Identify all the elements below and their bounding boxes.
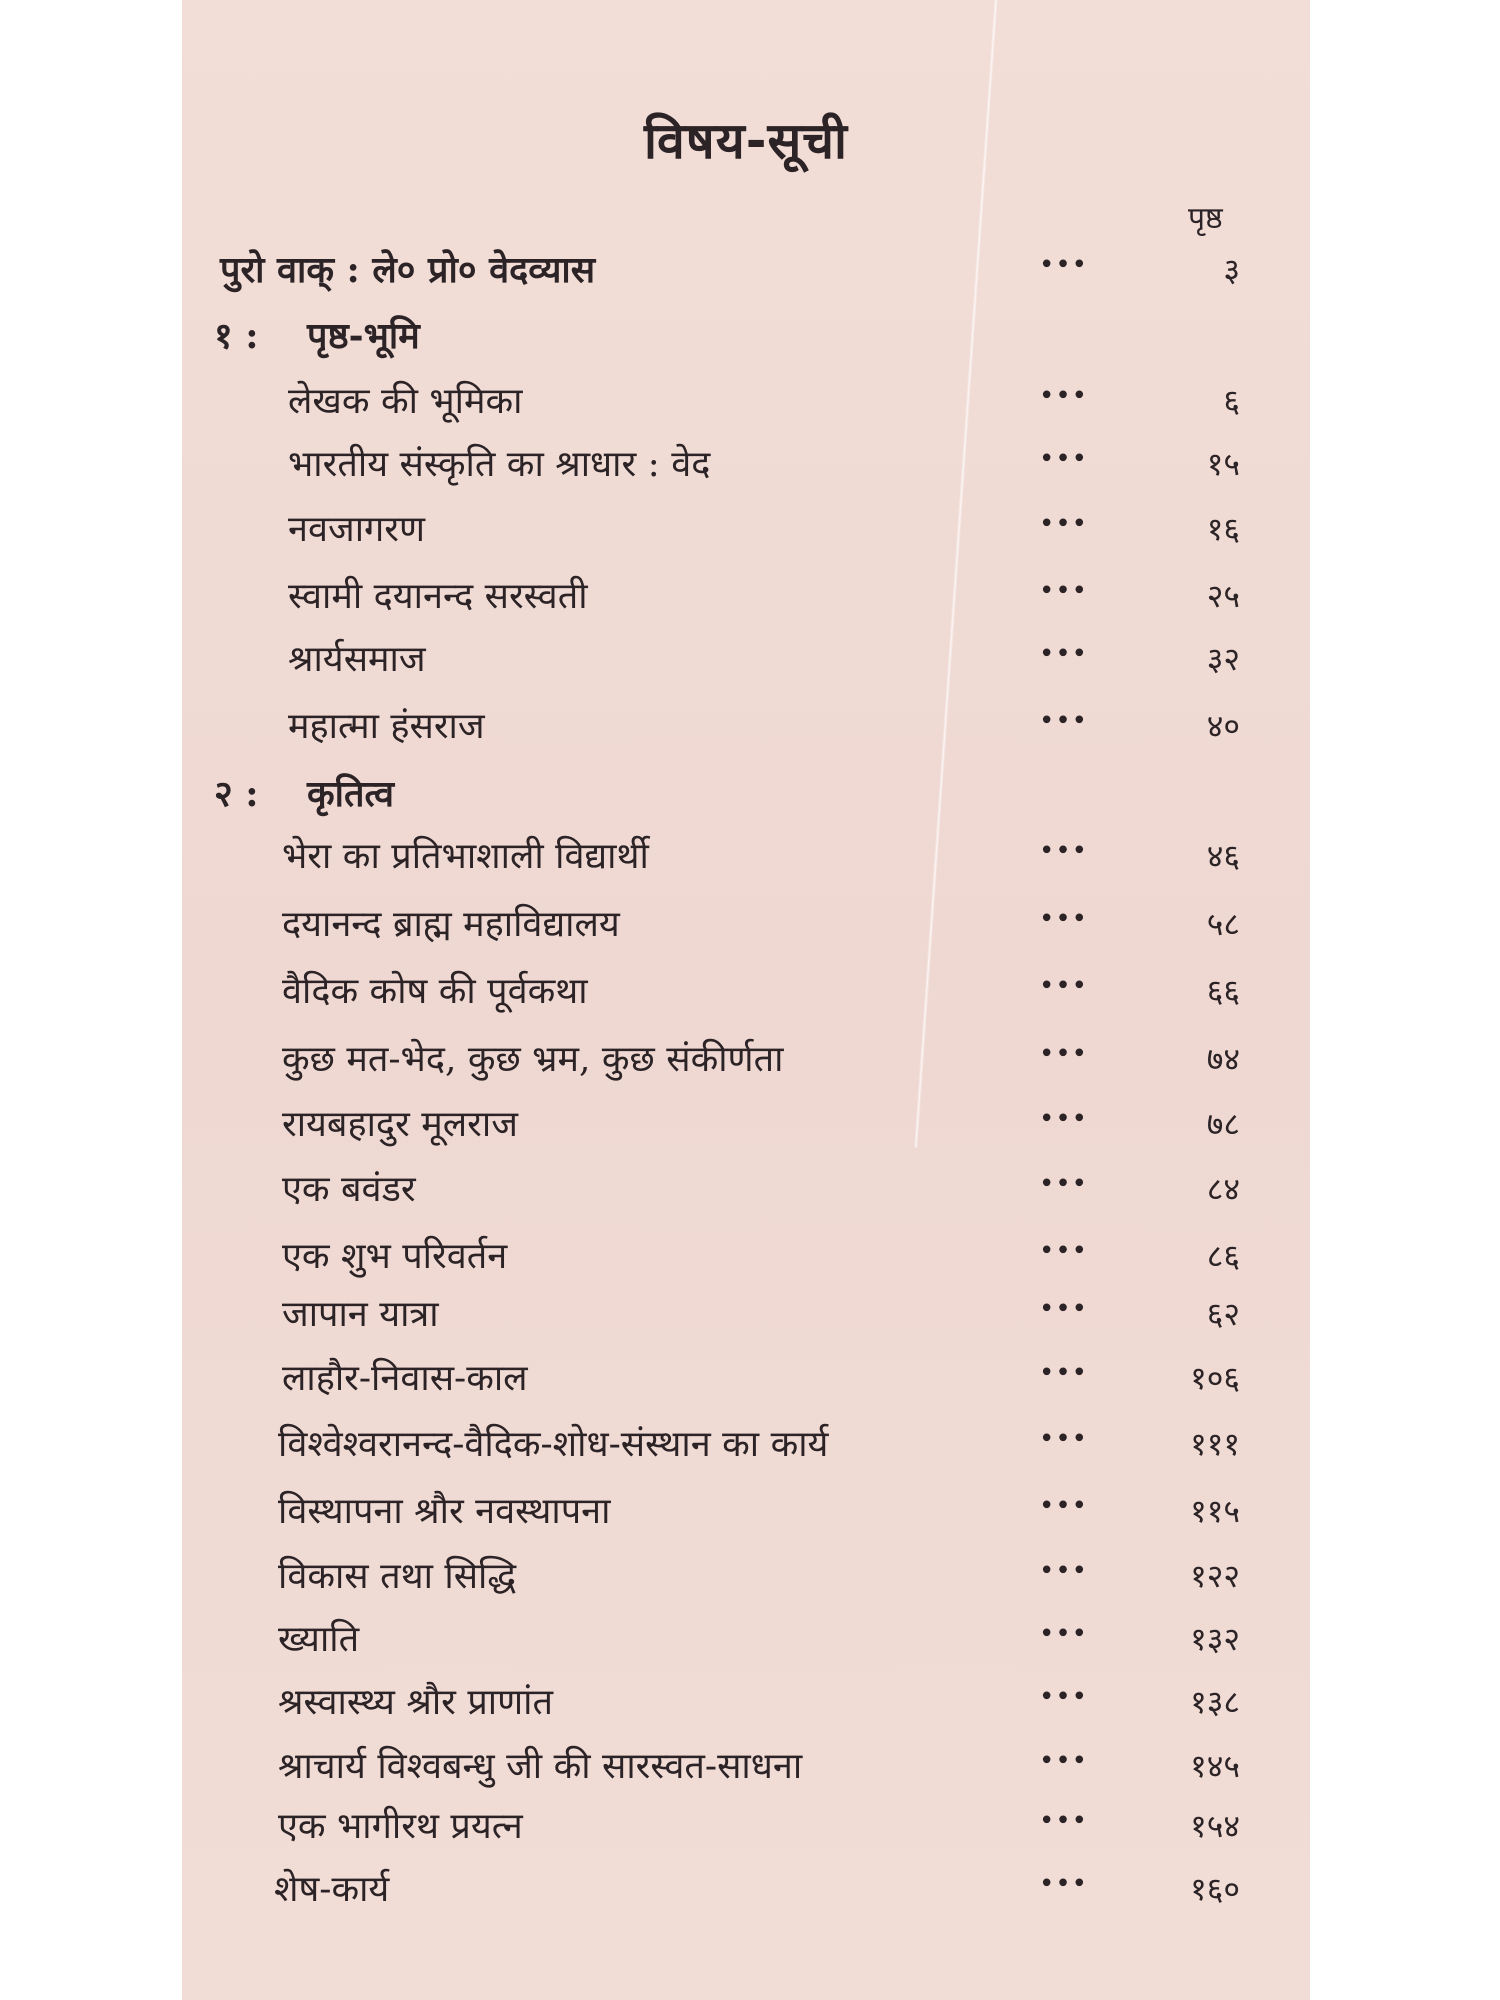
- toc-page-number: ६: [1223, 382, 1240, 420]
- toc-page-number: १६०: [1190, 1870, 1240, 1908]
- toc-page-number: ३: [1223, 251, 1240, 289]
- leader-dots: •••: [1039, 509, 1089, 539]
- toc-entry-label: शेष-कार्य: [274, 1869, 390, 1910]
- toc-entry-label: श्रस्वास्थ्य श्रौर प्राणांत: [278, 1682, 553, 1723]
- toc-entry-label: नवजागरण: [288, 509, 426, 550]
- toc-entry-label: एक शुभ परिवर्तन: [282, 1236, 508, 1277]
- leader-dots: •••: [1039, 1746, 1089, 1776]
- toc-entry-label: एक भागीरथ प्रयत्न: [278, 1806, 523, 1847]
- toc-entry-label: रायबहादुर मूलराज: [282, 1104, 518, 1145]
- leader-dots: •••: [1039, 1236, 1089, 1266]
- leader-dots: •••: [1039, 576, 1089, 606]
- toc-page-number: ६२: [1206, 1295, 1240, 1333]
- section-title: कृतित्व: [307, 773, 395, 815]
- leader-dots: •••: [1039, 1682, 1089, 1712]
- toc-entry[interactable]: [182, 1613, 1310, 1673]
- section-number: २ :: [214, 773, 259, 815]
- leader-dots: •••: [1039, 1869, 1089, 1899]
- toc-page-number: १२२: [1190, 1557, 1240, 1595]
- section-number: १ :: [214, 315, 259, 357]
- toc-entry[interactable]: [182, 1485, 1310, 1545]
- toc-page-number: ८४: [1206, 1170, 1240, 1208]
- toc-entry-label: महात्मा हंसराज: [288, 706, 485, 747]
- toc-page-number: ११५: [1190, 1492, 1240, 1530]
- toc-page-number: ८६: [1206, 1237, 1240, 1275]
- leader-dots: •••: [1039, 639, 1089, 669]
- toc-entry[interactable]: [182, 1800, 1310, 1860]
- toc-page-number: ७८: [1206, 1105, 1240, 1143]
- leader-dots: •••: [1039, 1104, 1089, 1134]
- toc-entry[interactable]: [182, 1288, 1310, 1348]
- leader-dots: •••: [1039, 250, 1089, 280]
- toc-entry-label: वैदिक कोष की पूर्वकथा: [282, 971, 588, 1012]
- toc-entry-label: श्रार्यसमाज: [288, 639, 426, 680]
- toc-entry-label: जापान यात्रा: [282, 1294, 439, 1335]
- leader-dots: •••: [1039, 1169, 1089, 1199]
- toc-entry[interactable]: [182, 570, 1310, 630]
- toc-entry[interactable]: [182, 1352, 1310, 1412]
- toc-entry-label: एक बवंडर: [282, 1169, 416, 1210]
- leader-dots: •••: [1039, 1424, 1089, 1454]
- leader-dots: •••: [1039, 836, 1089, 866]
- section-heading-2: [182, 768, 1310, 828]
- toc-entry[interactable]: [182, 1550, 1310, 1610]
- toc-entry[interactable]: [182, 1033, 1310, 1093]
- toc-entry[interactable]: [182, 1230, 1310, 1290]
- toc-entry-label: लाहौर-निवास-काल: [282, 1358, 528, 1399]
- toc-entry-label: ख्याति: [278, 1619, 360, 1660]
- section-title: पृष्ठ-भूमि: [307, 315, 420, 357]
- toc-entry[interactable]: [182, 375, 1310, 435]
- toc-entry[interactable]: [182, 1863, 1310, 1923]
- leader-dots: •••: [1039, 1294, 1089, 1324]
- toc-entry[interactable]: [182, 965, 1310, 1025]
- leader-dots: •••: [1039, 1556, 1089, 1586]
- toc-page-number: ६६: [1206, 972, 1240, 1010]
- toc-entry-label: भारतीय संस्कृति का श्राधार : वेद: [288, 444, 711, 485]
- leader-dots: •••: [1039, 1806, 1089, 1836]
- toc-page-number: ५८: [1206, 905, 1240, 943]
- toc-entry-label: कुछ मत-भेद, कुछ भ्रम, कुछ संकीर्णता: [282, 1039, 784, 1080]
- toc-entry-label: पुरो वाक् : ले० प्रो० वेदव्यास: [220, 249, 596, 291]
- toc-page-number: १४५: [1190, 1747, 1240, 1785]
- book-page: [182, 0, 1310, 2000]
- page-column-header: पृष्ठ: [1188, 201, 1223, 236]
- toc-page-number: ४०: [1206, 707, 1240, 745]
- toc-entry-preface[interactable]: [182, 244, 1310, 304]
- toc-entry[interactable]: [182, 700, 1310, 760]
- toc-entry-label: विस्थापना श्रौर नवस्थापना: [278, 1491, 611, 1532]
- leader-dots: •••: [1039, 444, 1089, 474]
- toc-entry[interactable]: [182, 633, 1310, 693]
- toc-page-number: १३८: [1190, 1683, 1240, 1721]
- toc-entry[interactable]: [182, 898, 1310, 958]
- toc-page-number: ४६: [1206, 837, 1240, 875]
- toc-entry[interactable]: [182, 1098, 1310, 1158]
- toc-entry-label: विश्वेश्वरानन्द-वैदिक-शोध-संस्थान का कार्य: [278, 1424, 829, 1465]
- section-heading-1: [182, 310, 1310, 370]
- toc-page-number: ३२: [1206, 640, 1240, 678]
- toc-page-number: १५४: [1190, 1807, 1240, 1845]
- toc-entry-label: लेखक की भूमिका: [288, 381, 523, 422]
- toc-page-number: १११: [1190, 1425, 1240, 1463]
- toc-entry[interactable]: [182, 503, 1310, 563]
- toc-page-number: १६: [1206, 510, 1240, 548]
- toc-entry[interactable]: [182, 830, 1310, 890]
- leader-dots: •••: [1039, 971, 1089, 1001]
- toc-entry-label: दयानन्द ब्राह्म महाविद्यालय: [282, 904, 620, 945]
- leader-dots: •••: [1039, 706, 1089, 736]
- toc-entry[interactable]: [182, 1676, 1310, 1736]
- toc-entry[interactable]: [182, 1163, 1310, 1223]
- toc-page-number: १३२: [1190, 1620, 1240, 1658]
- toc-page-number: १०६: [1190, 1359, 1240, 1397]
- toc-entry-label: श्राचार्य विश्वबन्धु जी की सारस्वत-साधना: [278, 1746, 803, 1787]
- leader-dots: •••: [1039, 1358, 1089, 1388]
- toc-page-number: ७४: [1206, 1040, 1240, 1078]
- toc-entry[interactable]: [182, 438, 1310, 498]
- toc-page-number: २५: [1206, 577, 1240, 615]
- toc-entry-label: विकास तथा सिद्धि: [278, 1556, 517, 1597]
- page-title: विषय-सूची: [644, 112, 848, 170]
- leader-dots: •••: [1039, 1039, 1089, 1069]
- leader-dots: •••: [1039, 381, 1089, 411]
- leader-dots: •••: [1039, 904, 1089, 934]
- toc-entry-label: भेरा का प्रतिभाशाली विद्यार्थी: [282, 836, 649, 877]
- toc-entry[interactable]: [182, 1740, 1310, 1800]
- leader-dots: •••: [1039, 1491, 1089, 1521]
- toc-page-number: १५: [1206, 445, 1240, 483]
- toc-entry-label: स्वामी दयानन्द सरस्वती: [288, 576, 588, 617]
- leader-dots: •••: [1039, 1619, 1089, 1649]
- toc-entry[interactable]: [182, 1418, 1310, 1478]
